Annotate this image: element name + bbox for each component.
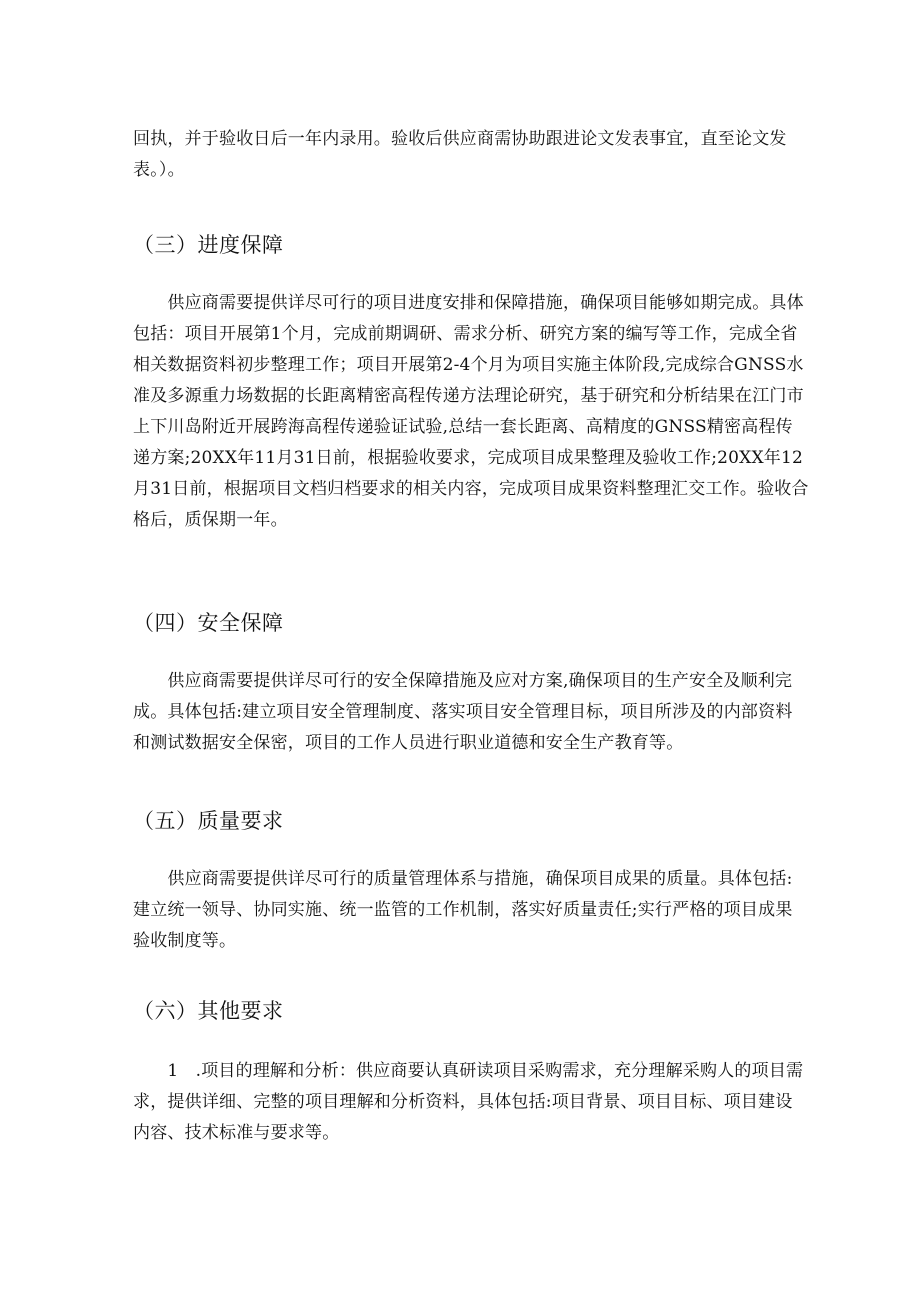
section-paragraph-other (133, 1056, 804, 1149)
paragraph-line: 递方案;20XX年11月31日前，根据验收要求，完成项目成果整理及验收工作;20XX年12 (133, 448, 804, 468)
paragraph-line: 内容、技术标准与要求等。 (133, 1123, 340, 1143)
section-paragraph-progress (133, 288, 809, 536)
section-paragraph-quality (133, 864, 793, 957)
paragraph-line: 供应商需要提供详尽可行的项目进度安排和保障措施，确保项目能够如期完成。具体 (133, 293, 804, 313)
paragraph-line: 相关数据资料初步整理工作；项目开展第2-4个月为项目实施主体阶段,完成综合GNSS水 (133, 355, 804, 375)
section-heading-safety: （四）安全保障 (133, 611, 284, 635)
paragraph-line: 1 .项目的理解和分析：供应商要认真研读项目采购需求，充分理解采购人的项目需 (133, 1061, 804, 1081)
paragraph-line: 准及多源重力场数据的长距离精密高程传递方法理论研究，基于研究和分析结果在江门市 (133, 386, 804, 406)
section-paragraph-safety (133, 666, 793, 759)
paragraph-line: 回执，并于验收日后一年内录用。验收后供应商需协助跟进论文发表事宜，直至论文发 (133, 129, 787, 149)
paragraph-line: 供应商需要提供详尽可行的安全保障措施及应对方案,确保项目的生产安全及顺利完 (133, 671, 793, 691)
paragraph-line: 表。）。 (133, 160, 185, 180)
section-heading-quality: （五）质量要求 (133, 809, 284, 833)
section-heading-other: （六）其他要求 (133, 999, 284, 1023)
paragraph-line: 格后，质保期一年。 (133, 510, 288, 530)
paragraph-line: 上下川岛附近开展跨海高程传递验证试验,总结一套长距离、高精度的GNSS精密高程传 (133, 417, 793, 437)
paragraph-line: 验收制度等。 (133, 931, 237, 951)
paragraph-line: 建立统一领导、协同实施、统一监管的工作机制，落实好质量责任;实行严格的项目成果 (133, 900, 793, 920)
continuation-paragraph (133, 124, 793, 186)
paragraph-line: 求，提供详细、完整的项目理解和分析资料，具体包括:项目背景、项目目标、项目建设 (133, 1092, 793, 1112)
paragraph-line: 供应商需要提供详尽可行的质量管理体系与措施，确保项目成果的质量。具体包括: (133, 869, 793, 889)
paragraph-line: 包括：项目开展第1个月，完成前期调研、需求分析、研究方案的编写等工作，完成全省 (133, 324, 798, 344)
section-heading-progress: （三）进度保障 (133, 233, 284, 257)
paragraph-line: 月31日前，根据项目文档归档要求的相关内容，完成项目成果资料整理汇交工作。验收合 (133, 479, 809, 499)
paragraph-line: 成。具体包括:建立项目安全管理制度、落实项目安全管理目标，项目所涉及的内部资料 (133, 702, 793, 722)
paragraph-line: 和测试数据安全保密，项目的工作人员进行职业道德和安全生产教育等。 (133, 733, 684, 753)
